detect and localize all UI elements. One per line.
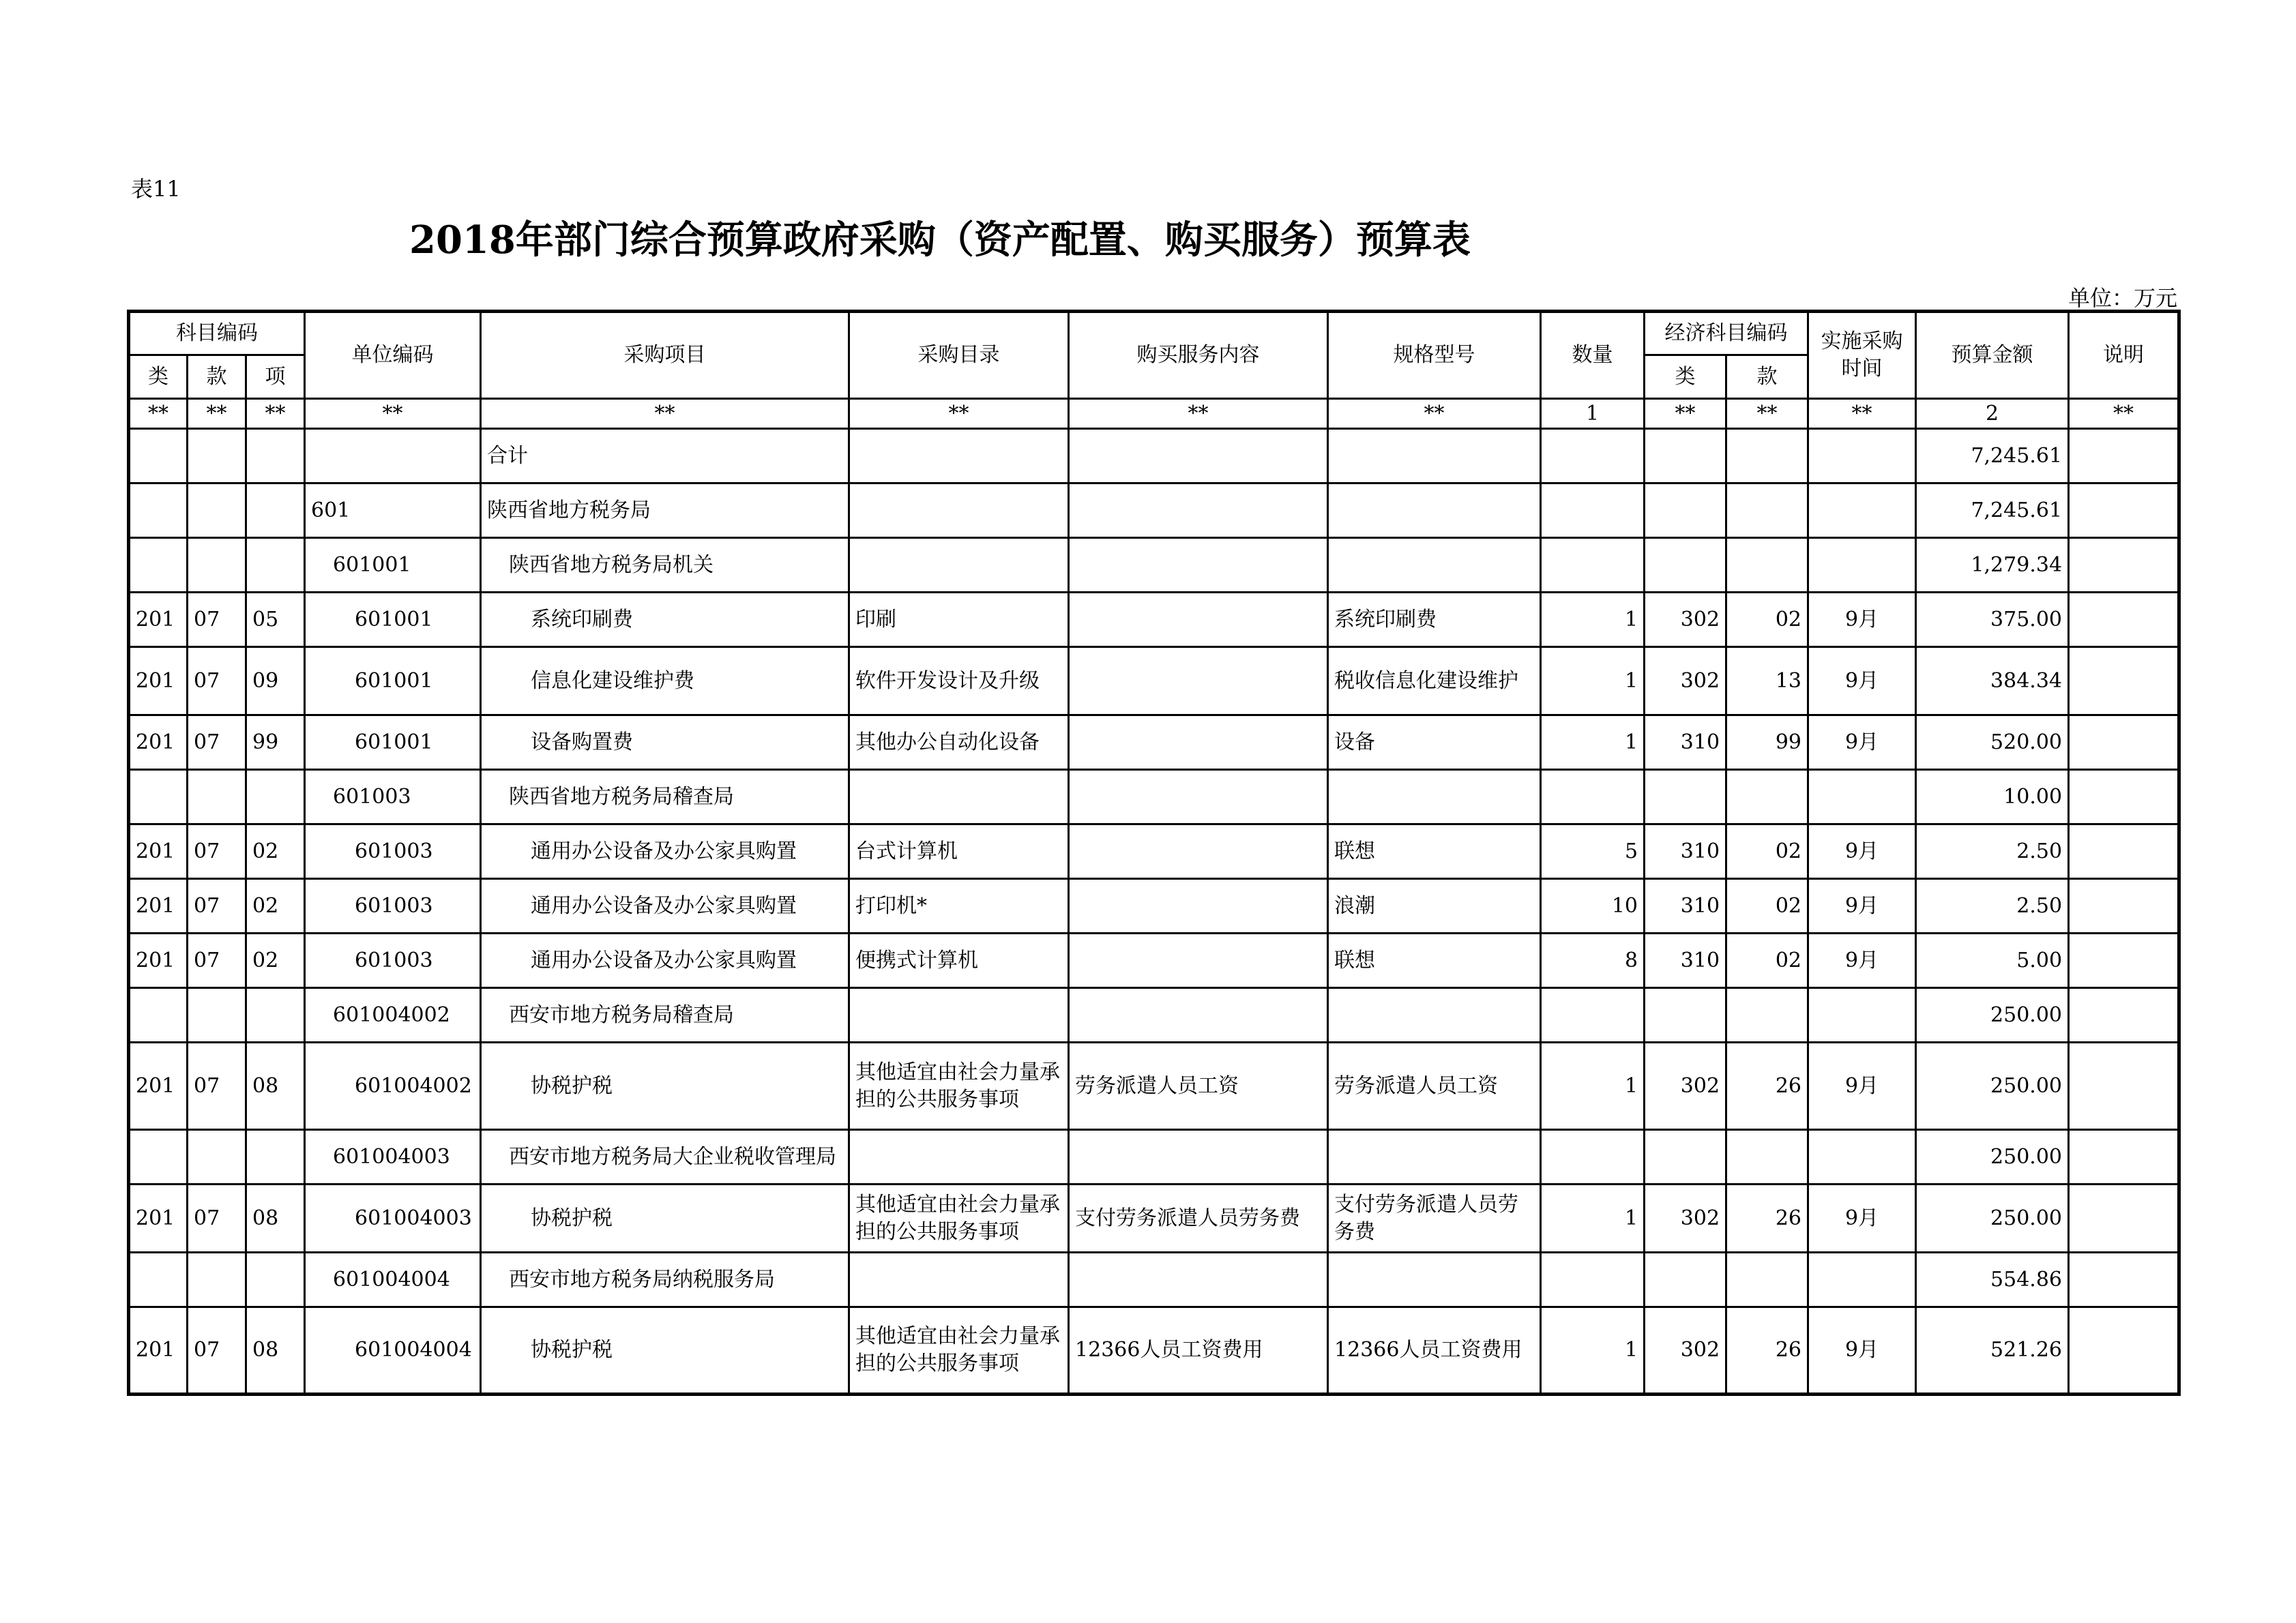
cell-lei: 201 (129, 1307, 188, 1395)
cell-note (2069, 647, 2179, 715)
cell-kuan (188, 1253, 246, 1307)
cell-amount: 250.00 (1916, 1130, 2069, 1185)
table-row (129, 1130, 2179, 1185)
cell-kuan (188, 770, 246, 824)
cell-xiang (246, 1130, 305, 1185)
cell-econ-kuan (1726, 988, 1808, 1043)
cell-xiang: 02 (246, 934, 305, 988)
cell-spec (1328, 1253, 1541, 1307)
cell-time: 9月 (1808, 593, 1916, 647)
cell-qty: 1 (1541, 1043, 1645, 1130)
cell-unit-code: 601004004 (305, 1307, 481, 1395)
cell-time: 9月 (1808, 1043, 1916, 1130)
col-econ-kuan: 款 (1726, 355, 1808, 399)
cell-unit-code: 601001 (305, 593, 481, 647)
cell-catalog: 台式计算机 (849, 824, 1069, 879)
cell-amount: 250.00 (1916, 1185, 2069, 1253)
cell-catalog: 印刷 (849, 593, 1069, 647)
cell-econ-kuan: 02 (1726, 879, 1808, 934)
cell-catalog (849, 538, 1069, 593)
cell-amount: 10.00 (1916, 770, 2069, 824)
cell-service (1069, 715, 1328, 770)
cell-note (2069, 934, 2179, 988)
cell-xiang: 02 (246, 824, 305, 879)
table-row (129, 1307, 2179, 1395)
cell-lei: 201 (129, 1185, 188, 1253)
cell-time (1808, 1253, 1916, 1307)
cell-econ-lei: 302 (1645, 647, 1726, 715)
cell-xiang: 08 (246, 1307, 305, 1395)
table-row (129, 934, 2179, 988)
cell-unit-code: 601004003 (305, 1130, 481, 1185)
cell-project: 西安市地方税务局稽查局 (481, 988, 849, 1043)
cell-time (1808, 538, 1916, 593)
marker-cell: ** (1328, 399, 1541, 429)
col-catalog: 采购目录 (849, 312, 1069, 399)
cell-econ-lei (1645, 429, 1726, 483)
cell-note (2069, 1043, 2179, 1130)
cell-lei (129, 1253, 188, 1307)
cell-amount: 7,245.61 (1916, 483, 2069, 538)
cell-project: 通用办公设备及办公家具购置 (481, 879, 849, 934)
cell-unit-code: 601004002 (305, 1043, 481, 1130)
cell-time: 9月 (1808, 647, 1916, 715)
cell-kuan (188, 483, 246, 538)
cell-service (1069, 824, 1328, 879)
cell-econ-kuan (1726, 1130, 1808, 1185)
cell-spec (1328, 770, 1541, 824)
cell-project: 西安市地方税务局大企业税收管理局 (481, 1130, 849, 1185)
cell-xiang: 05 (246, 593, 305, 647)
cell-econ-kuan: 13 (1726, 647, 1808, 715)
cell-time (1808, 1130, 1916, 1185)
cell-lei: 201 (129, 715, 188, 770)
cell-econ-kuan: 02 (1726, 593, 1808, 647)
cell-amount: 250.00 (1916, 988, 2069, 1043)
cell-qty (1541, 483, 1645, 538)
header-row-1 (129, 312, 2179, 355)
col-amount: 预算金额 (1916, 312, 2069, 399)
cell-econ-lei: 302 (1645, 593, 1726, 647)
table-row (129, 647, 2179, 715)
cell-time: 9月 (1808, 1307, 1916, 1395)
cell-econ-kuan: 99 (1726, 715, 1808, 770)
cell-lei: 201 (129, 824, 188, 879)
cell-lei (129, 770, 188, 824)
cell-amount: 521.26 (1916, 1307, 2069, 1395)
cell-econ-lei (1645, 538, 1726, 593)
cell-service: 劳务派遣人员工资 (1069, 1043, 1328, 1130)
cell-econ-kuan: 26 (1726, 1307, 1808, 1395)
cell-xiang: 99 (246, 715, 305, 770)
cell-amount: 520.00 (1916, 715, 2069, 770)
col-note: 说明 (2069, 312, 2179, 399)
cell-time (1808, 988, 1916, 1043)
cell-xiang (246, 988, 305, 1043)
cell-project: 信息化建设维护费 (481, 647, 849, 715)
cell-kuan: 07 (188, 824, 246, 879)
cell-unit-code: 601001 (305, 647, 481, 715)
cell-econ-kuan: 02 (1726, 934, 1808, 988)
cell-kuan: 07 (188, 1043, 246, 1130)
cell-spec: 劳务派遣人员工资 (1328, 1043, 1541, 1130)
cell-note (2069, 988, 2179, 1043)
cell-unit-code: 601003 (305, 879, 481, 934)
cell-amount: 2.50 (1916, 824, 2069, 879)
cell-lei: 201 (129, 879, 188, 934)
cell-project: 通用办公设备及办公家具购置 (481, 824, 849, 879)
marker-cell: ** (188, 399, 246, 429)
cell-qty: 1 (1541, 715, 1645, 770)
cell-econ-lei (1645, 770, 1726, 824)
cell-xiang: 08 (246, 1043, 305, 1130)
cell-econ-lei (1645, 1253, 1726, 1307)
cell-time: 9月 (1808, 824, 1916, 879)
cell-note (2069, 715, 2179, 770)
cell-qty (1541, 1253, 1645, 1307)
cell-kuan (188, 429, 246, 483)
table-row (129, 593, 2179, 647)
cell-qty (1541, 538, 1645, 593)
cell-kuan: 07 (188, 934, 246, 988)
cell-catalog (849, 1130, 1069, 1185)
cell-econ-kuan (1726, 770, 1808, 824)
cell-time (1808, 770, 1916, 824)
cell-lei (129, 483, 188, 538)
cell-spec: 联想 (1328, 824, 1541, 879)
cell-service (1069, 647, 1328, 715)
col-xiang: 项 (246, 355, 305, 399)
cell-service (1069, 934, 1328, 988)
cell-project: 协税护税 (481, 1185, 849, 1253)
cell-service (1069, 988, 1328, 1043)
cell-project: 合计 (481, 429, 849, 483)
marker-cell: ** (1808, 399, 1916, 429)
cell-xiang: 02 (246, 879, 305, 934)
cell-time (1808, 429, 1916, 483)
col-qty: 数量 (1541, 312, 1645, 399)
cell-spec (1328, 988, 1541, 1043)
cell-service (1069, 429, 1328, 483)
cell-kuan (188, 538, 246, 593)
cell-qty: 1 (1541, 1307, 1645, 1395)
marker-cell: ** (1069, 399, 1328, 429)
cell-econ-lei: 302 (1645, 1307, 1726, 1395)
cell-note (2069, 593, 2179, 647)
marker-cell: 1 (1541, 399, 1645, 429)
cell-kuan: 07 (188, 593, 246, 647)
cell-unit-code: 601001 (305, 538, 481, 593)
cell-project: 系统印刷费 (481, 593, 849, 647)
cell-xiang (246, 1253, 305, 1307)
cell-service (1069, 770, 1328, 824)
table-row (129, 1253, 2179, 1307)
cell-kuan: 07 (188, 647, 246, 715)
cell-econ-lei (1645, 988, 1726, 1043)
cell-qty: 1 (1541, 593, 1645, 647)
cell-kuan (188, 988, 246, 1043)
cell-service (1069, 593, 1328, 647)
col-unit-code: 单位编码 (305, 312, 481, 399)
table-row (129, 879, 2179, 934)
cell-note (2069, 1185, 2179, 1253)
cell-spec: 系统印刷费 (1328, 593, 1541, 647)
table-row (129, 824, 2179, 879)
cell-lei: 201 (129, 593, 188, 647)
cell-catalog (849, 429, 1069, 483)
cell-spec (1328, 429, 1541, 483)
document-title: 2018年部门综合预算政府采购（资产配置、购买服务）预算表 (409, 218, 1471, 263)
cell-service (1069, 1130, 1328, 1185)
table-number: 表11 (131, 176, 181, 202)
cell-catalog: 便携式计算机 (849, 934, 1069, 988)
cell-econ-lei: 310 (1645, 879, 1726, 934)
cell-project: 协税护税 (481, 1307, 849, 1395)
cell-spec: 浪潮 (1328, 879, 1541, 934)
cell-note (2069, 1130, 2179, 1185)
table-row (129, 770, 2179, 824)
marker-cell: ** (246, 399, 305, 429)
cell-xiang (246, 770, 305, 824)
cell-lei: 201 (129, 934, 188, 988)
cell-econ-kuan (1726, 483, 1808, 538)
cell-xiang: 08 (246, 1185, 305, 1253)
table-row (129, 1185, 2179, 1253)
cell-project: 设备购置费 (481, 715, 849, 770)
cell-service: 支付劳务派遣人员劳务费 (1069, 1185, 1328, 1253)
marker-cell: 2 (1916, 399, 2069, 429)
cell-unit-code (305, 429, 481, 483)
cell-unit-code: 601003 (305, 824, 481, 879)
cell-amount: 7,245.61 (1916, 429, 2069, 483)
col-econ-code: 经济科目编码 (1645, 312, 1808, 355)
cell-service (1069, 879, 1328, 934)
cell-lei (129, 538, 188, 593)
cell-qty (1541, 429, 1645, 483)
cell-spec: 税收信息化建设维护 (1328, 647, 1541, 715)
cell-project: 陕西省地方税务局 (481, 483, 849, 538)
cell-kuan: 07 (188, 879, 246, 934)
cell-spec (1328, 1130, 1541, 1185)
cell-unit-code: 601001 (305, 715, 481, 770)
cell-service: 12366人员工资费用 (1069, 1307, 1328, 1395)
cell-time: 9月 (1808, 1185, 1916, 1253)
cell-catalog (849, 770, 1069, 824)
cell-catalog: 其他适宜由社会力量承担的公共服务事项 (849, 1185, 1069, 1253)
cell-econ-kuan: 26 (1726, 1185, 1808, 1253)
cell-unit-code: 601003 (305, 934, 481, 988)
cell-kuan: 07 (188, 1307, 246, 1395)
col-spec: 规格型号 (1328, 312, 1541, 399)
marker-cell: ** (481, 399, 849, 429)
cell-kuan: 07 (188, 1185, 246, 1253)
cell-project: 西安市地方税务局纳税服务局 (481, 1253, 849, 1307)
table-row (129, 988, 2179, 1043)
cell-unit-code: 601004004 (305, 1253, 481, 1307)
cell-amount: 250.00 (1916, 1043, 2069, 1130)
cell-lei (129, 988, 188, 1043)
cell-qty: 8 (1541, 934, 1645, 988)
col-econ-lei: 类 (1645, 355, 1726, 399)
cell-amount: 1,279.34 (1916, 538, 2069, 593)
cell-econ-lei: 302 (1645, 1043, 1726, 1130)
cell-catalog: 软件开发设计及升级 (849, 647, 1069, 715)
cell-service (1069, 1253, 1328, 1307)
cell-unit-code: 601003 (305, 770, 481, 824)
cell-xiang (246, 538, 305, 593)
cell-catalog: 其他适宜由社会力量承担的公共服务事项 (849, 1307, 1069, 1395)
cell-service (1069, 538, 1328, 593)
cell-time: 9月 (1808, 934, 1916, 988)
col-project: 采购项目 (481, 312, 849, 399)
cell-catalog: 打印机* (849, 879, 1069, 934)
cell-project: 通用办公设备及办公家具购置 (481, 934, 849, 988)
budget-table (127, 310, 2181, 1396)
cell-econ-lei: 302 (1645, 1185, 1726, 1253)
col-time: 实施采购时间 (1808, 312, 1916, 399)
cell-econ-lei (1645, 483, 1726, 538)
cell-qty (1541, 770, 1645, 824)
marker-cell: ** (129, 399, 188, 429)
cell-econ-kuan (1726, 538, 1808, 593)
cell-lei: 201 (129, 1043, 188, 1130)
marker-cell: ** (1645, 399, 1726, 429)
cell-catalog: 其他适宜由社会力量承担的公共服务事项 (849, 1043, 1069, 1130)
marker-row (129, 399, 2179, 429)
table-row (129, 715, 2179, 770)
col-lei: 类 (129, 355, 188, 399)
cell-catalog (849, 1253, 1069, 1307)
cell-amount: 5.00 (1916, 934, 2069, 988)
col-subject-code: 科目编码 (129, 312, 305, 355)
cell-spec: 设备 (1328, 715, 1541, 770)
marker-cell: ** (1726, 399, 1808, 429)
cell-qty (1541, 988, 1645, 1043)
cell-qty: 1 (1541, 1185, 1645, 1253)
cell-spec: 联想 (1328, 934, 1541, 988)
marker-cell: ** (2069, 399, 2179, 429)
cell-spec: 支付劳务派遣人员劳务费 (1328, 1185, 1541, 1253)
cell-note (2069, 824, 2179, 879)
cell-note (2069, 1307, 2179, 1395)
cell-xiang (246, 429, 305, 483)
cell-econ-lei: 310 (1645, 824, 1726, 879)
cell-econ-kuan (1726, 429, 1808, 483)
cell-catalog (849, 483, 1069, 538)
cell-note (2069, 879, 2179, 934)
cell-spec (1328, 483, 1541, 538)
cell-qty (1541, 1130, 1645, 1185)
cell-note (2069, 538, 2179, 593)
col-service: 购买服务内容 (1069, 312, 1328, 399)
cell-unit-code: 601004002 (305, 988, 481, 1043)
col-kuan: 款 (188, 355, 246, 399)
cell-spec (1328, 538, 1541, 593)
cell-time: 9月 (1808, 715, 1916, 770)
cell-econ-kuan: 26 (1726, 1043, 1808, 1130)
cell-project: 协税护税 (481, 1043, 849, 1130)
cell-amount: 554.86 (1916, 1253, 2069, 1307)
cell-econ-kuan: 02 (1726, 824, 1808, 879)
cell-catalog: 其他办公自动化设备 (849, 715, 1069, 770)
cell-amount: 2.50 (1916, 879, 2069, 934)
table-row (129, 429, 2179, 483)
cell-service (1069, 483, 1328, 538)
cell-xiang (246, 483, 305, 538)
cell-qty: 10 (1541, 879, 1645, 934)
cell-kuan: 07 (188, 715, 246, 770)
cell-amount: 384.34 (1916, 647, 2069, 715)
cell-econ-lei (1645, 1130, 1726, 1185)
cell-xiang: 09 (246, 647, 305, 715)
cell-lei: 201 (129, 647, 188, 715)
cell-note (2069, 770, 2179, 824)
cell-econ-lei: 310 (1645, 715, 1726, 770)
cell-catalog (849, 988, 1069, 1043)
cell-project: 陕西省地方税务局稽查局 (481, 770, 849, 824)
table-body (129, 429, 2179, 1395)
cell-time: 9月 (1808, 879, 1916, 934)
table-row (129, 483, 2179, 538)
cell-lei (129, 1130, 188, 1185)
table-row (129, 538, 2179, 593)
cell-econ-lei: 310 (1645, 934, 1726, 988)
marker-cell: ** (305, 399, 481, 429)
cell-qty: 1 (1541, 647, 1645, 715)
cell-lei (129, 429, 188, 483)
cell-unit-code: 601 (305, 483, 481, 538)
cell-kuan (188, 1130, 246, 1185)
cell-project: 陕西省地方税务局机关 (481, 538, 849, 593)
cell-spec: 12366人员工资费用 (1328, 1307, 1541, 1395)
cell-note (2069, 483, 2179, 538)
cell-time (1808, 483, 1916, 538)
cell-amount: 375.00 (1916, 593, 2069, 647)
cell-qty: 5 (1541, 824, 1645, 879)
marker-cell: ** (849, 399, 1069, 429)
cell-econ-kuan (1726, 1253, 1808, 1307)
cell-note (2069, 429, 2179, 483)
cell-note (2069, 1253, 2179, 1307)
unit-label: 单位：万元 (2067, 285, 2177, 311)
cell-unit-code: 601004003 (305, 1185, 481, 1253)
table-row (129, 1043, 2179, 1130)
